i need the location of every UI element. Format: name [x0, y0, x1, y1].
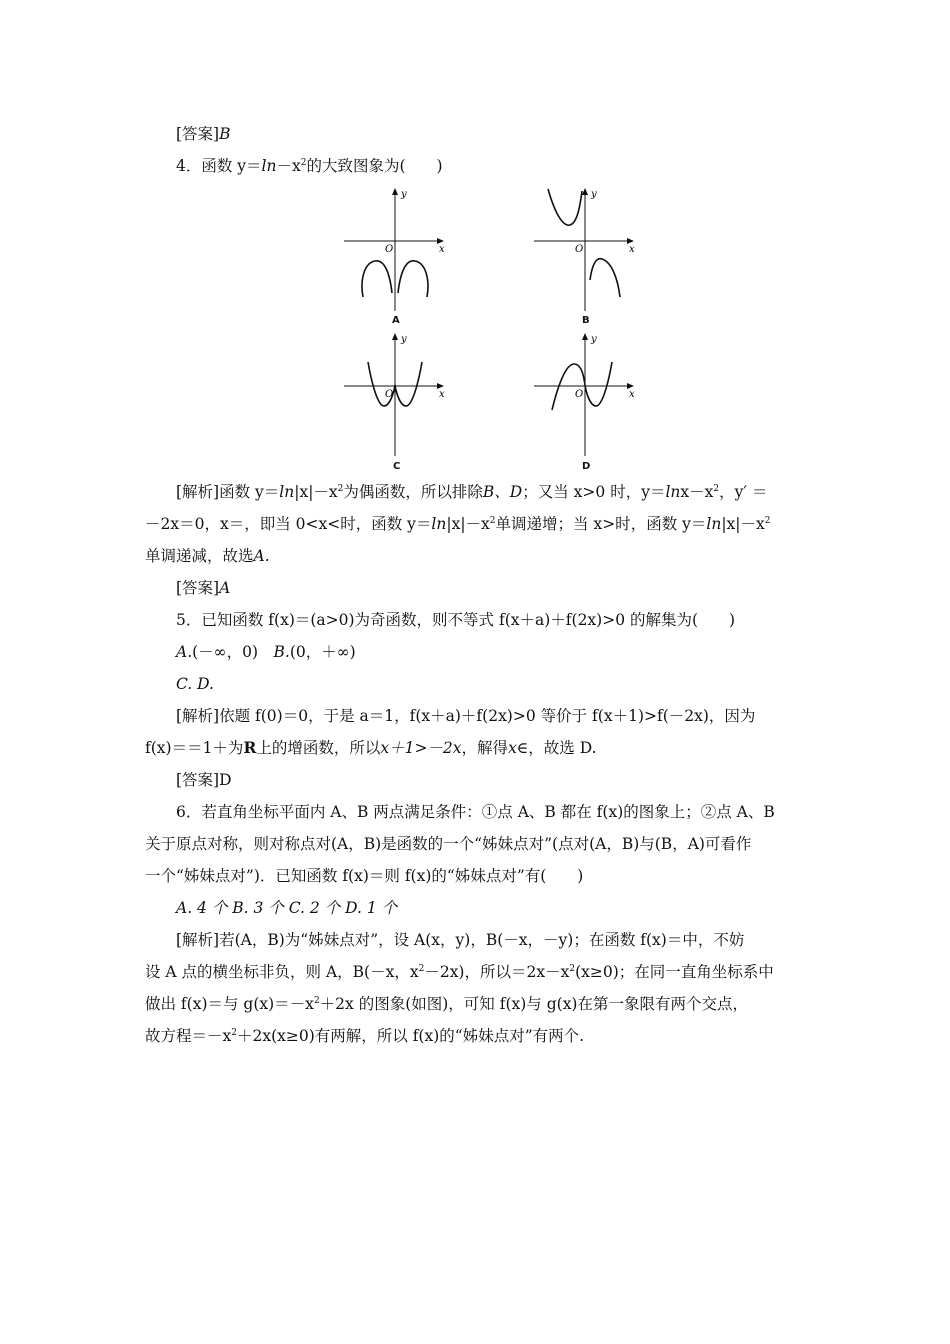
solution-5-line-2 [145, 738, 597, 758]
answer-label: [答案] [176, 579, 220, 597]
sol4-l2-b: |x|－x [446, 515, 490, 533]
q4-text-b: －x [276, 157, 301, 175]
q4-ln: ln [261, 157, 277, 175]
sol4-l1-d: ；又当 x>0 时，y＝ [522, 483, 666, 501]
sol5-l2-b: 上的增函数，所以 [256, 739, 381, 757]
graph-d-label: D [582, 461, 591, 472]
sol4-l1-c: 为偶函数，所以排除 [343, 483, 483, 501]
q4-text-c: 的大致图象为( ) [306, 157, 443, 175]
graph-d-x-label: x [629, 389, 635, 400]
sol6-l4-sup: 2 [231, 1028, 237, 1038]
graph-d-origin: O [575, 389, 584, 400]
sol6-l2-a: 设 A 点的横坐标非负，则 A，B(－x，x [145, 963, 419, 981]
sol5-l2-a: f(x)＝＝1＋为 [145, 739, 244, 757]
graph-d-y-label: y [591, 334, 597, 345]
solution-6-line-4 [145, 1026, 584, 1046]
solution-6-line-3 [145, 994, 748, 1014]
answer-label: [答案] [176, 125, 220, 143]
graph-a-origin: O [385, 244, 394, 255]
question-6-line-2: 关于原点对称，则对称点对(A，B)是函数的一个“姊妹点对”(点对(A，B)与(B，A)可看作 [145, 835, 752, 853]
sol4-l2-a: －2x＝0，x＝，即当 0<x<时，函数 y＝ [145, 515, 432, 533]
q5-opt-b-text: (0，＋∞) [289, 643, 356, 661]
sol6-l2-sup2: 2 [569, 964, 576, 974]
sol4-l1-sup2: 2 [713, 484, 720, 494]
sol5-l2-c: x＋1>－2x [380, 739, 462, 757]
sol5-l2-d: ，解得 [461, 739, 509, 757]
graph-d [530, 330, 640, 460]
sol5-l2-r: R [243, 738, 257, 757]
graph-a-y-label: y [401, 189, 407, 200]
graph-c-origin: O [385, 389, 394, 400]
graph-c-y-label: y [401, 334, 407, 345]
sol4-l1-sup: 2 [337, 484, 344, 494]
solution-6-line-1: [解析]若(A，B)为“姊妹点对”，设 A(x，y)，B(－x，－y)；在函数 f(x)＝中，不妨 [176, 931, 745, 949]
sol4-l1-a: [解析]函数 y＝ [176, 483, 280, 501]
sol4-l1-ln2: ln [665, 483, 681, 501]
sol6-l2-sup: 2 [418, 964, 425, 974]
sol4-l3-a: 单调递减，故选 [145, 547, 254, 565]
graph-a [340, 185, 450, 315]
sol4-l2-ln2: ln [706, 515, 722, 533]
graph-b [530, 185, 640, 315]
solution-5-line-1: [解析]依题 f(0)＝0，于是 a＝1，f(x＋a)＋f(2x)>0 等价于 f(x＋1)>f(－2x)，因为 [176, 707, 756, 725]
sol4-l1-e: x－x [680, 483, 714, 501]
question-6-options: A. 4 个 B. 3 个 C. 2 个 D. 1 个 [176, 899, 398, 917]
graph-a-x-label: x [439, 244, 445, 255]
sol4-l1-f: ，y′ ＝ [719, 483, 768, 501]
sol4-l2-c: 单调递增；当 x>时，函数 y＝ [495, 515, 707, 533]
sol6-l4-b: ＋2x(x≥0)有两解，所以 f(x)的“姊妹点对”有两个. [236, 1027, 585, 1045]
sol6-l3-b: ＋2x 的图象(如图)，可知 f(x)与 g(x)在第一象限有两个交点， [319, 995, 748, 1013]
answer-line-q4 [176, 578, 230, 598]
q4-text-a: 4．函数 y＝ [176, 157, 262, 175]
sol4-l2-sup: 2 [489, 516, 496, 526]
graph-c-label: C [393, 461, 401, 472]
graph-c [340, 330, 450, 460]
sol6-l2-b: －2x)，所以＝2x－x [424, 963, 570, 981]
sol6-l3-a: 做出 f(x)＝与 g(x)＝－x [145, 995, 314, 1013]
question-6-line-1: 6．若直角坐标平面内 A、B 两点满足条件：①点 A、B 都在 f(x)的图象上；②点 A、B [176, 803, 775, 821]
q5-opt-b: B. [273, 643, 290, 661]
graph-b-origin: O [575, 244, 584, 255]
answer-value: B [219, 125, 231, 143]
answer-line-q5: [答案]D [176, 771, 232, 789]
graph-a-label: A [392, 315, 400, 326]
sol4-l1-bd: B、D [482, 483, 523, 501]
question-4 [176, 156, 443, 176]
graph-b-x-label: x [629, 244, 635, 255]
graph-c-x-label: x [439, 389, 445, 400]
graph-b-y-label: y [591, 189, 597, 200]
sol4-l1-b: |x|－x [294, 483, 338, 501]
question-5-options-1 [176, 642, 356, 662]
answer-value: A [219, 579, 231, 597]
sol4-l3-b: A. [253, 547, 270, 565]
sol4-l1-ln: ln [279, 483, 295, 501]
sol5-l2-f: ，故选 D. [528, 739, 597, 757]
q5-opt-a: A. [176, 643, 193, 661]
q5-opt-a-text: (－∞，0) [192, 643, 274, 661]
sol4-l2-d: |x|－x [721, 515, 765, 533]
solution-6-line-2 [145, 962, 774, 982]
question-6-line-3: 一个“姊妹点对”)．已知函数 f(x)＝则 f(x)的“姊妹点对”有( ) [145, 867, 584, 885]
question-5: 5．已知函数 f(x)＝(a>0)为奇函数，则不等式 f(x＋a)＋f(2x)>0 的解集为( ) [176, 611, 736, 629]
solution-4-line-1 [176, 482, 767, 502]
sol6-l3-sup: 2 [313, 996, 320, 1006]
graph-b-label: B [582, 315, 590, 326]
sol4-l2-ln: ln [431, 515, 447, 533]
sol6-l4-a: 故方程＝－x [145, 1027, 232, 1045]
solution-4-line-2 [145, 514, 771, 534]
solution-4-line-3 [145, 546, 270, 566]
answer-line-q3 [176, 124, 231, 144]
sol4-l2-sup2: 2 [764, 516, 771, 526]
question-5-options-2: C. D. [176, 675, 214, 693]
q4-sup: 2 [300, 158, 307, 168]
sol6-l2-c: (x≥0)；在同一直角坐标系中 [575, 963, 774, 981]
sol5-l2-e: x∈ [508, 739, 529, 757]
